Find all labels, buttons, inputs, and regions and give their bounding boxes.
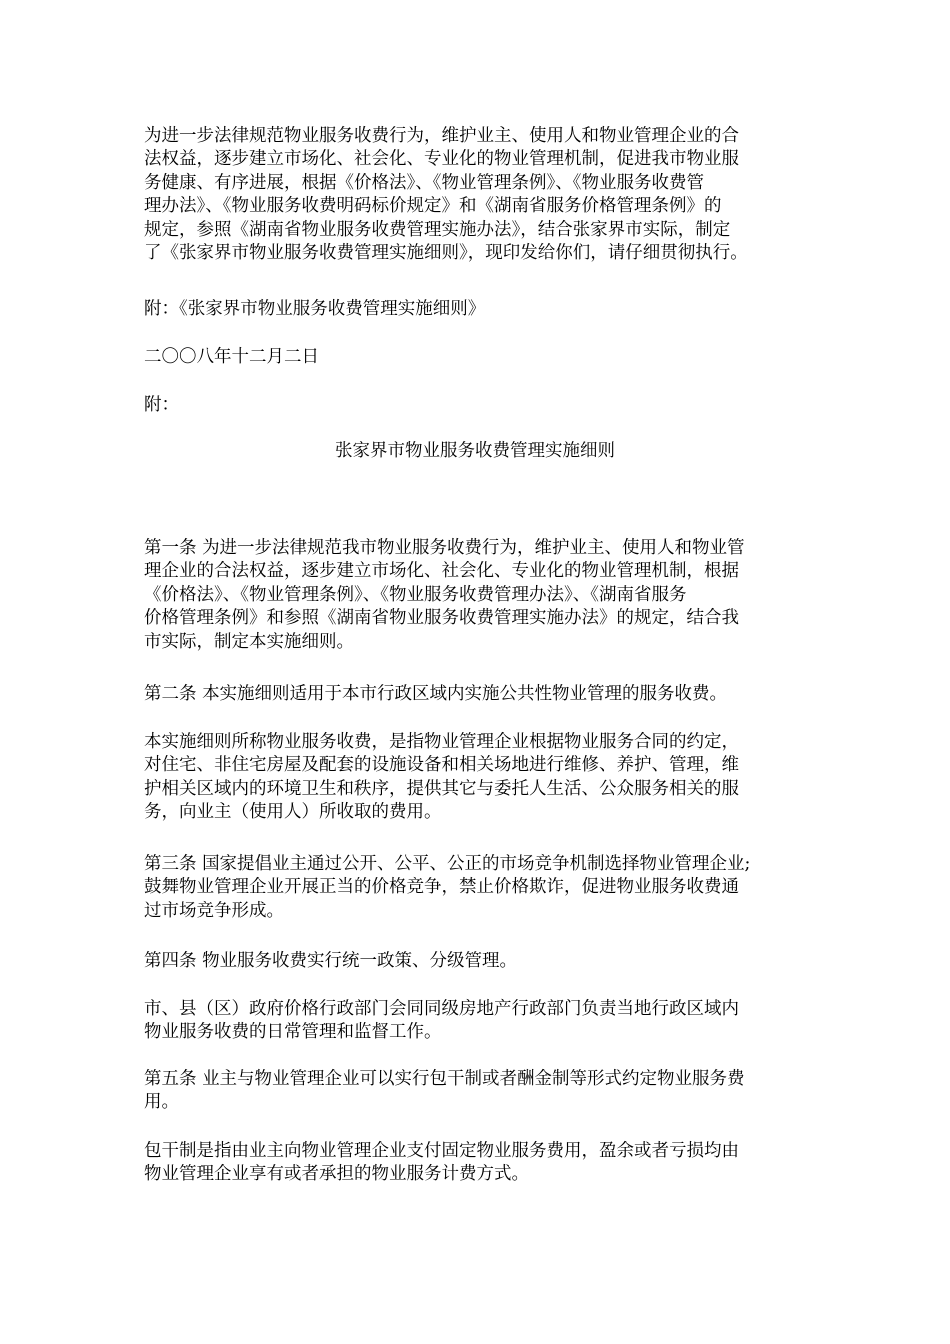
text-line: 市实际，制定本实施细则。 xyxy=(144,631,354,652)
text-line: 务健康、有序进展，根据《价格法》、《物业管理条例》、《物业服务收费管 xyxy=(144,172,704,193)
text-line: 鼓舞物业管理企业开展正当的价格竞争，禁止价格欺诈，促进物业服务收费通 xyxy=(144,877,739,898)
article-4-paragraph xyxy=(144,998,814,1045)
attachment-label: 附： xyxy=(144,395,179,415)
text-line: 为进一步法律规范物业服务收费行为，维护业主、使用人和物业管理企业的合 xyxy=(144,126,739,146)
text-line: 护相关区域内的环境卫生和秩序，提供其它与委托人生活、公众服务相关的服 xyxy=(144,778,739,799)
text-line: 用。 xyxy=(144,1092,179,1113)
text-line: 规定，参照《湖南省物业服务收费管理实施办法》，结合张家界市实际，制定 xyxy=(144,219,731,240)
text-line: 价格管理条例》和参照《湖南省物业服务收费管理实施办法》的规定，结合我 xyxy=(144,608,739,629)
article-5 xyxy=(144,1068,814,1115)
text-line: 《价格法》、《物业管理条例》、《物业服务收费管理办法》、《湖南省服务 xyxy=(144,584,687,605)
article-2 xyxy=(144,683,814,706)
article-4 xyxy=(144,950,814,973)
text-line: 市、县（区）政府价格行政部门会同同级房地产行政部门负责当地行政区域内 xyxy=(144,999,739,1019)
text-line: 理企业的合法权益，逐步建立市场化、社会化、专业化的物业管理机制，根据 xyxy=(144,561,739,582)
attachment-note: 附：《张家界市物业服务收费管理实施细则》 xyxy=(144,299,486,319)
article-5-paragraph xyxy=(144,1140,814,1187)
text-line: 理办法》、《物业服务收费明码标价规定》和《湖南省服务价格管理条例》的 xyxy=(144,196,722,217)
document-title: 张家界市物业服务收费管理实施细则 xyxy=(335,441,615,461)
text-line: 第二条 本实施细则适用于本市行政区域内实施公共性物业管理的服务收费。 xyxy=(144,684,728,704)
text-line: 第一条 为进一步法律规范我市物业服务收费行为，维护业主、使用人和物业管 xyxy=(144,538,745,558)
text-line: 了《张家界市物业服务收费管理实施细则》，现印发给你们，请仔细贯彻执行。 xyxy=(144,243,748,264)
text-line: 对住宅、非住宅房屋及配套的设施设备和相关场地进行维修、养护、管理，维 xyxy=(144,755,739,776)
article-3 xyxy=(144,853,814,923)
article-2-paragraph xyxy=(144,731,814,825)
text-line: 包干制是指由业主向物业管理企业支付固定物业服务费用，盈余或者亏损均由 xyxy=(144,1141,739,1161)
text-line: 物业服务收费的日常管理和监督工作。 xyxy=(144,1022,442,1043)
article-1 xyxy=(144,537,814,654)
intro-paragraph xyxy=(144,125,814,265)
text-line: 第五条 业主与物业管理企业可以实行包干制或者酬金制等形式约定物业服务费 xyxy=(144,1069,745,1089)
text-line: 过市场竞争形成。 xyxy=(144,900,284,921)
text-line: 本实施细则所称物业服务收费，是指物业管理企业根据物业服务合同的约定， xyxy=(144,732,739,752)
text-line: 第四条 物业服务收费实行统一政策、分级管理。 xyxy=(144,951,518,971)
document-date: 二〇〇八年十二月二日 xyxy=(144,347,319,367)
text-line: 第三条 国家提倡业主通过公开、公平、公正的市场竞争机制选择物业管理企业; xyxy=(144,854,751,874)
text-line: 法权益，逐步建立市场化、社会化、专业化的物业管理机制，促进我市物业服 xyxy=(144,149,739,170)
text-line: 物业管理企业享有或者承担的物业服务计费方式。 xyxy=(144,1164,529,1185)
text-line: 务，向业主（使用人）所收取的费用。 xyxy=(144,802,442,823)
